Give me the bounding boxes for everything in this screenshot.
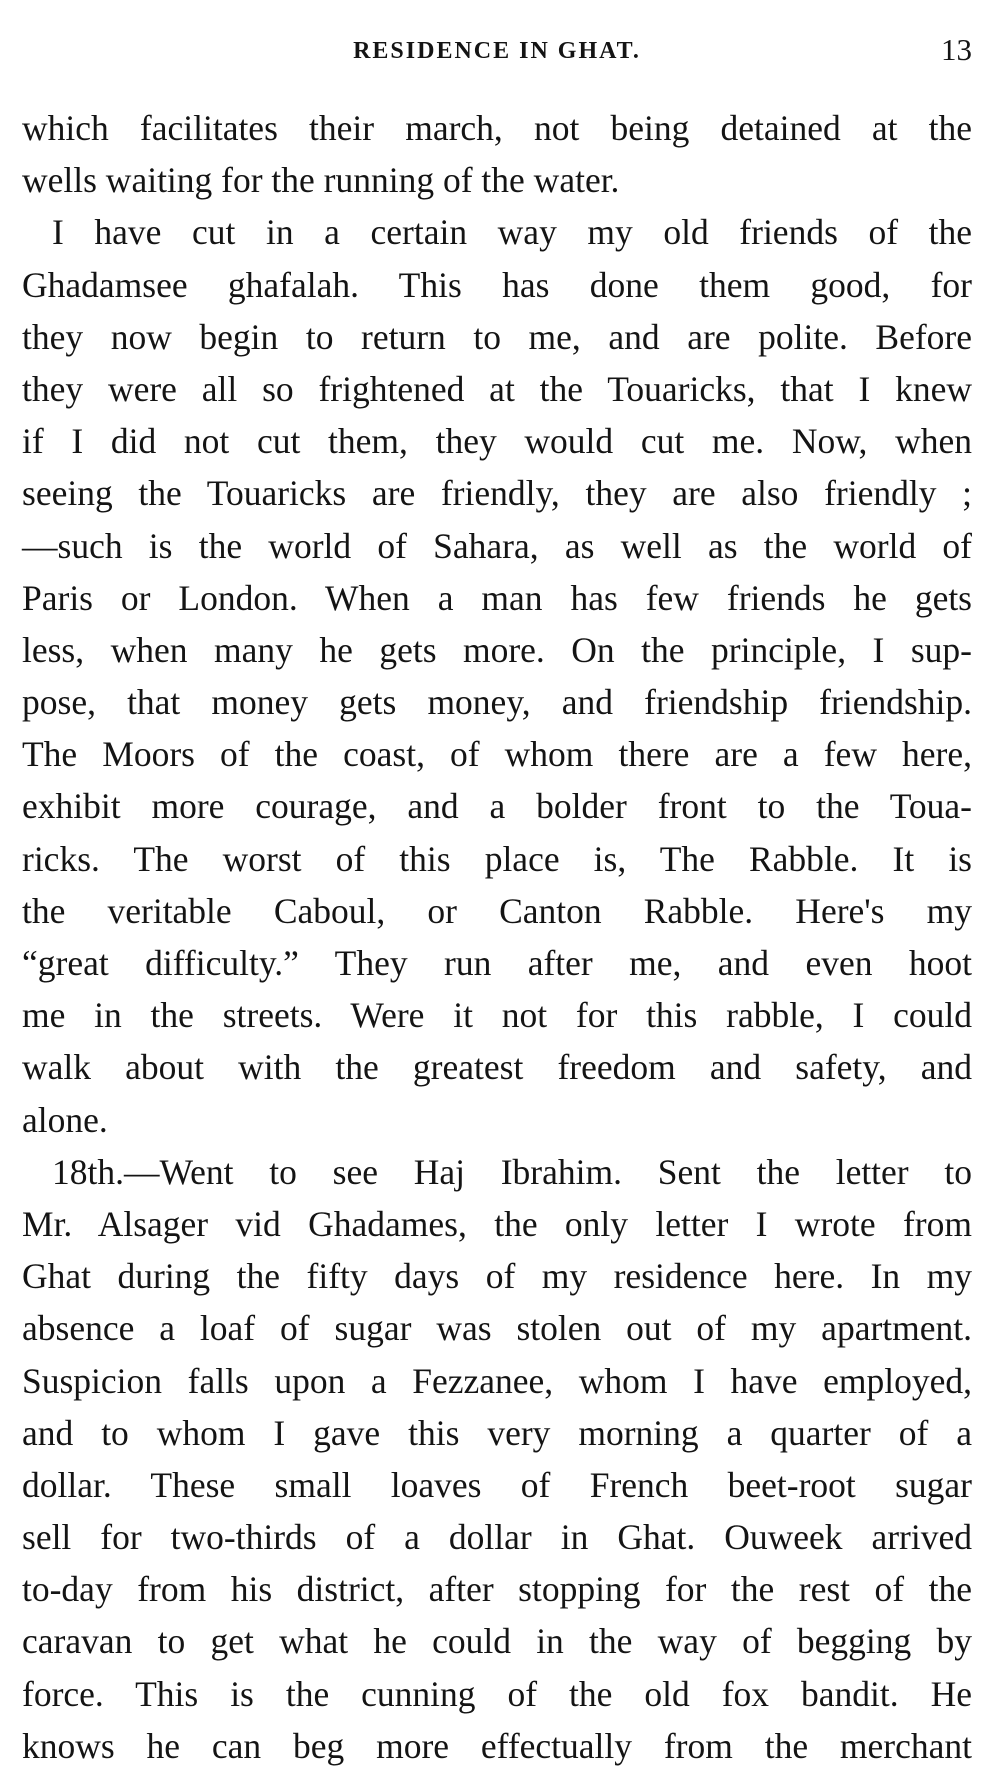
text-line: “great difficulty.” They run after me, and even hoot	[22, 943, 972, 983]
text-line: and to whom I gave this very morning a quarter of a	[22, 1412, 972, 1453]
text-line: seeing the Touaricks are friendly, they are also friendly ;	[22, 473, 972, 514]
text-line: the veritable Caboul, or Canton Rabble. Here's my	[22, 890, 972, 931]
body-text	[22, 102, 972, 1772]
text-line: —such is the world of Sahara, as well as the world of	[22, 525, 972, 566]
text-line: I have cut in a certain way my old friends of the	[52, 212, 972, 253]
text-line: knows he can beg more effectually from the merchant	[22, 1725, 972, 1766]
text-line: they were all so frightened at the Touaricks, that I knew	[22, 368, 972, 409]
running-head: RESIDENCE IN GHAT.	[353, 38, 641, 64]
page-header	[22, 32, 972, 72]
text-line: sell for two-thirds of a dollar in Ghat. Ouweek arrived	[22, 1517, 972, 1558]
text-line: less, when many he gets more. On the principle, I sup-	[22, 629, 972, 670]
text-line: Ghadamsee ghafalah. This has done them good, for	[22, 264, 972, 305]
text-line: Suspicion falls upon a Fezzanee, whom I have employed,	[22, 1360, 972, 1401]
page-number: 13	[941, 32, 972, 67]
text-line: caravan to get what he could in the way of begging by	[22, 1621, 972, 1662]
text-line: ricks. The worst of this place is, The Rabble. It is	[22, 838, 972, 879]
text-line: 18th.—Went to see Haj Ibrahim. Sent the letter to	[52, 1151, 972, 1192]
text-line: me in the streets. Were it not for this rabble, I could	[22, 995, 972, 1036]
text-line: which facilitates their march, not being detained at the	[22, 108, 972, 148]
text-line: absence a loaf of sugar was stolen out of my apartment.	[22, 1308, 972, 1349]
text-line: force. This is the cunning of the old fox bandit. He	[22, 1673, 972, 1714]
text-line: pose, that money gets money, and friendship friendship.	[22, 682, 972, 723]
text-line: The Moors of the coast, of whom there are a few here,	[22, 734, 972, 775]
text-line: if I did not cut them, they would cut me. Now, when	[22, 421, 972, 462]
text-line: alone.	[22, 1099, 108, 1140]
text-line: Paris or London. When a man has few friends he gets	[22, 577, 972, 618]
text-line: exhibit more courage, and a bolder front to the Toua-	[22, 786, 972, 827]
text-line: Ghat during the fifty days of my residence here. In my	[22, 1256, 972, 1297]
text-line: Mr. Alsager vid Ghadames, the only letter I wrote from	[22, 1203, 972, 1244]
text-line: they now begin to return to me, and are polite. Before	[22, 316, 972, 357]
book-page	[22, 0, 972, 1784]
text-line: dollar. These small loaves of French beet-root sugar	[22, 1464, 972, 1505]
text-line: walk about with the greatest freedom and safety, and	[22, 1047, 972, 1088]
text-line: wells waiting for the running of the water.	[22, 160, 620, 201]
text-line: to-day from his district, after stopping for the rest of the	[22, 1569, 972, 1610]
